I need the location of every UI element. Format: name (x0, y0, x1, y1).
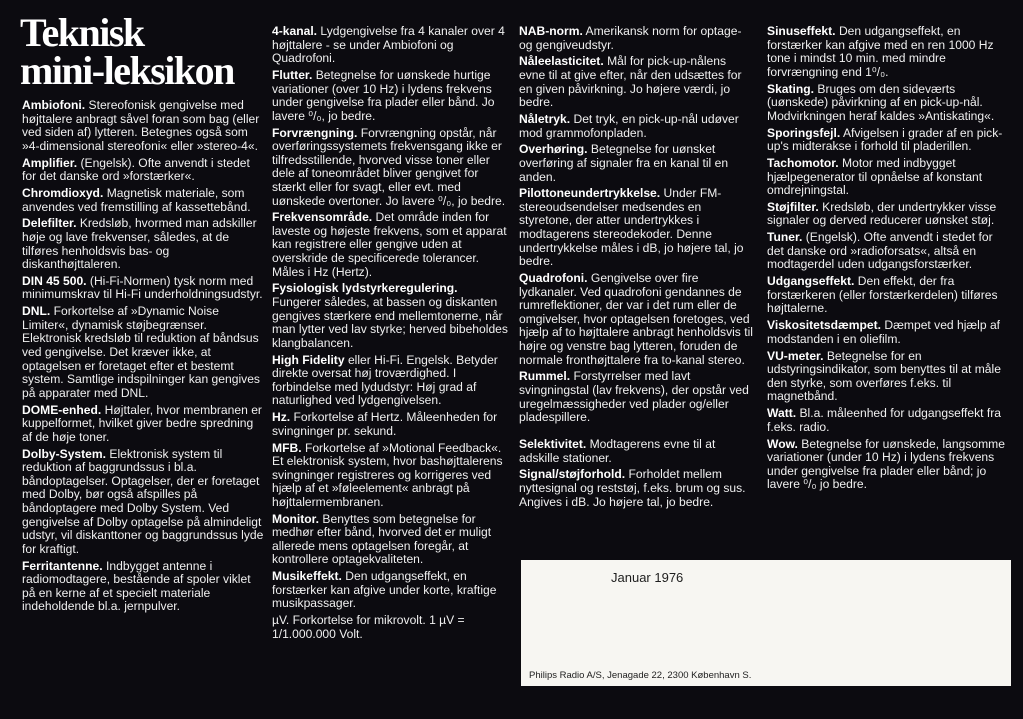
glossary-definition: Lydgengivelse fra 4 kanaler over 4 højttalere - se under Ambiofoni og Quadrofoni. (272, 24, 505, 66)
glossary-definition: Forvrængning opstår, når overføringssystemets frekvensgang ikke er tilfredsstillende, hvorved visse toner eller dele af toneområdet bliver gengivet for stærkt eller for svagt, eller evt. med uønskede overtoner. Jo lavere ⁰/₀, jo bedre. (272, 125, 506, 208)
glossary-entry (22, 99, 266, 153)
glossary-definition: Forkortelse af »Motional Feedback«. Et elektronisk system, hvor bashøjttalerens svingninger registreres og korrigeres ved hjælp af et »føleelement« anbragt på højttalermembranen. (272, 440, 503, 509)
glossary-definition: Indbygget antenne i radiomodtagere, bestående af spoler viklet på en kerne af et specielt materiale indeholdende bl.a. jernpulver. (22, 558, 251, 614)
glossary-term: Sporingsfejl. (767, 125, 841, 140)
glossary-term: Frekvensområde. (272, 210, 373, 225)
glossary-term: High Fidelity (272, 352, 345, 367)
glossary-entry (519, 438, 755, 465)
glossary-term: Nåletryk. (519, 111, 571, 126)
glossary-definition: µV. Forkortelse for mikrovolt. 1 µV = 1/1.000.000 Volt. (272, 613, 465, 641)
glossary-term: DNL. (22, 304, 51, 319)
glossary-definition: Den effekt, der fra forstærkeren (eller forstærkerdelen) tilføres højttalerne. (767, 274, 998, 316)
glossary-entry (767, 201, 1009, 228)
glossary-term: Ferritantenne. (22, 558, 103, 573)
glossary-definition: Betegnelse for uønskede, langsomme variationer (under 10 Hz) i lydens frekvens under gengivelse fra plader eller bånd; jo lavere ⁰/₀ jo bedre. (767, 436, 1005, 492)
glossary-term: Pilottoneundertrykkelse. (519, 186, 661, 201)
glossary-definition: Benyttes som betegnelse for medhør efter bånd, hvorved det er muligt allerede mens optagelsen foregår, at kontrollere optagekvaliteten. (272, 511, 492, 567)
glossary-definition: Forkortelse af »Dynamic Noise Limiter«, dynamisk støjbegrænser. Elektronisk kredsløb til reduktion af båndsus ved gengivelse. Det kræver ikke, at optagelsen er foretaget efter et bestemt system. Samtlige indspilninger kan gengives på apparater med DNL. (22, 304, 260, 400)
glossary-entry (272, 127, 508, 209)
glossary-entry (272, 411, 508, 438)
glossary-term: Forvrængning. (272, 125, 358, 140)
glossary-term: Amplifier. (22, 155, 78, 170)
glossary-term: Tuner. (767, 230, 803, 245)
glossary-definition: Mål for pick-up-nålens evne til at give efter, når den udsættes for en given påvirkning. Jo højere værdi, jo bedre. (519, 54, 742, 110)
glossary-term: DOME-enhed. (22, 402, 102, 417)
glossary-entry (519, 468, 755, 509)
glossary-entry (272, 614, 508, 641)
glossary-term: Sinuseffekt. (767, 24, 836, 38)
glossary-entry (767, 25, 1009, 79)
glossary-definition: Under FM-stereoudsendelser medsendes en styretone, der atter undertrykkes i modtagerens stereodekoder. Denne undertrykkelse måles i dB, jo højere tal, jo bedre. (519, 186, 744, 269)
glossary-entry (519, 143, 755, 184)
glossary-column-2 (272, 25, 508, 645)
glossary-entry (519, 55, 755, 109)
glossary-entry (272, 513, 508, 567)
glossary-term: Tachomotor. (767, 155, 839, 170)
glossary-definition: Den udgangseffekt, en forstærker kan afgive under korte, kraftige musikpassager. (272, 569, 497, 611)
glossary-term: Hz. (272, 410, 291, 425)
glossary-term: Delefilter. (22, 216, 77, 231)
glossary-definition: Forkortelse af Hertz. Måleenheden for svingninger pr. sekund. (272, 410, 498, 438)
glossary-definition: Motor med indbygget hjælpegenerator til opnåelse af konstant omdrejningstal. (767, 155, 983, 198)
glossary-entry (767, 319, 1009, 346)
glossary-entry (519, 187, 755, 269)
glossary-term: Udgangseffekt. (767, 274, 855, 289)
glossary-definition: Dæmpet ved hjælp af modstanden i en oliefilm. (767, 318, 1001, 346)
glossary-definition: Magnetisk materiale, som anvendes ved fremstilling af kassettebånd. (22, 185, 251, 214)
glossary-definition: eller Hi-Fi. Engelsk. Betyder direkte oversat høj troværdighed. I forbindelse med lydudstyr: Høj grad af naturlighed ved lydgengivelsen. (272, 352, 498, 408)
glossary-term: Selektivitet. (519, 436, 587, 451)
glossary-definition: Bruges om den sideværts (uønskede) påvirkning af en pick-up-nål. Modvirkningen heraf kaldes »Antiskating«. (767, 81, 995, 123)
glossary-term: Signal/støjforhold. (519, 467, 626, 482)
title-line-1: Teknisk (20, 10, 144, 55)
glossary-entry (22, 448, 266, 557)
glossary-entry (767, 127, 1009, 154)
glossary-entry (767, 157, 1009, 198)
glossary-term: Musikeffekt. (272, 569, 342, 584)
glossary-definition: Modtagerens evne til at adskille stationer. (519, 436, 716, 465)
glossary-entry (767, 231, 1009, 272)
glossary-term: Chromdioxyd. (22, 185, 104, 200)
glossary-column-1 (22, 99, 266, 617)
glossary-term: Dolby-System. (22, 446, 107, 461)
glossary-term: VU-meter. (767, 348, 824, 363)
glossary-entry (272, 354, 508, 408)
glossary-definition: Det tryk, en pick-up-nål udøver mod grammofonpladen. (519, 111, 739, 140)
glossary-definition: Den udgangseffekt, en forstærker kan afgive med en ren 1000 Hz tone i mindst 10 min. med mindre forvrængning end 1⁰/₀. (767, 24, 994, 79)
glossary-entry (767, 407, 1009, 434)
glossary-term: MFB. (272, 440, 302, 455)
glossary-entry (767, 438, 1009, 492)
glossary-definition: Elektronisk system til reduktion af baggrundssus i bl.a. båndoptagelser. Optagelser, der er foretaget med Dolby, bør også afspilles på båndoptagere med Dolby System. Ved gengivelse af Dolby optagelse på almindeligt udstyr, vil diskanttoner og baggrundssus lyde for kraftigt. (22, 446, 264, 556)
glossary-term: NAB-norm. (519, 24, 583, 38)
glossary-term: Ambiofoni. (22, 98, 86, 112)
glossary-term: Quadrofoni. (519, 271, 588, 286)
glossary-entry (22, 275, 266, 302)
glossary-definition: Fungerer således, at bassen og diskanten gengives stærkere end mellemtonerne, når man lytter ved lav styrke; herved bibeholdes klangbalancen. (272, 295, 508, 350)
glossary-entry (22, 305, 266, 400)
glossary-definition: (Engelsk). Ofte anvendt i stedet for det danske ord »forstærker«. (22, 155, 250, 184)
glossary-definition: (Hi-Fi-Normen) tysk norm med minimumskrav til Hi-Fi underholdningsudstyr. (22, 273, 263, 302)
glossary-definition: Kredsløb, hvormed man adskiller høje og lave frekvenser, således, at de tilføres henholdsvis bas- og diskanthøjttaleren. (22, 216, 257, 272)
glossary-term: Skating. (767, 81, 815, 96)
footer-address: Philips Radio A/S, Jenagade 22, 2300 København S. (529, 670, 752, 681)
glossary-definition: (Engelsk). Ofte anvendt i stedet for det danske ord »radioforsats«, altså en modtagerdel uden udgangsforstærker. (767, 230, 993, 272)
glossary-entry (272, 442, 508, 510)
glossary-entry (22, 217, 266, 271)
glossary-definition: Afvigelsen i grader af en pick-up's midterakse i forhold til pladerillen. (767, 125, 1003, 154)
glossary-term: Støjfilter. (767, 199, 819, 214)
glossary-definition: Betegnelse for uønskede hurtige variationer (over 10 Hz) i lydens frekvens under gengivelse fra plader eller bånd. Jo lavere ⁰/₀, jo bedre. (272, 67, 495, 123)
glossary-term: DIN 45 500. (22, 273, 87, 288)
footer-panel (521, 560, 1011, 686)
glossary-term: Fysiologisk lydstyrkeregulering. (272, 281, 458, 296)
glossary-entry (272, 570, 508, 611)
glossary-definition: Højttaler, hvor membranen er kuppelformet, hvilket giver bedre spredning af de høje toner. (22, 402, 262, 444)
glossary-entry (22, 404, 266, 445)
glossary-entry (519, 25, 755, 52)
glossary-entry (272, 211, 508, 279)
glossary-entry (767, 275, 1009, 316)
glossary-entry (519, 113, 755, 140)
glossary-definition: Forholdet mellem nyttesignal og reststøj, f.eks. brum og sus. Angives i dB. Jo højere tal, jo bedre. (519, 467, 746, 509)
glossary-entry (272, 25, 508, 66)
glossary-term: Rummel. (519, 369, 571, 384)
glossary-entry (767, 83, 1009, 124)
glossary-definition: Bl.a. måleenhed for udgangseffekt fra f.eks. radio. (767, 406, 1001, 434)
glossary-term: Viskositetsdæmpet. (767, 318, 882, 333)
glossary-entry (22, 157, 266, 184)
title-line-2: mini-leksikon (20, 48, 234, 93)
page-title (20, 10, 260, 93)
glossary-entry (22, 560, 266, 614)
glossary-term: Flutter. (272, 67, 313, 82)
glossary-definition: Gengivelse over fire lydkanaler. Ved quadrofoni gendannes de rumreflektioner, der var i det rum eller de omgivelser, hvor optagelsen foretoges, ved hjælp af to højttalere anbragt henholdsvis til højre og venstre bag lytteren, foruden de normale fronthøjttalere fra to-kanal stereo. (519, 271, 753, 367)
footer-date: Januar 1976 (611, 570, 684, 585)
glossary-entry (519, 272, 755, 367)
glossary-entry (519, 370, 755, 424)
glossary-definition: Amerikansk norm for optage- og gengiveudstyr. (519, 24, 742, 52)
glossary-entry (22, 187, 266, 214)
glossary-term: Overhøring. (519, 142, 588, 157)
glossary-term: 4-kanal. (272, 24, 318, 38)
glossary-term: Monitor. (272, 511, 320, 526)
glossary-column-3 (519, 25, 755, 512)
glossary-definition: Forstyrrelser med lavt svingningstal (lav frekvens), der opstår ved uregelmæssigheder ved plader og/eller pladespillere. (519, 369, 749, 425)
glossary-term: Wow. (767, 436, 798, 451)
glossary-entry (272, 282, 508, 350)
glossary-definition: Betegnelse for en udstyringsindikator, som benyttes til at måle den styrke, som overføres f.eks. til magnetbånd. (767, 348, 1001, 404)
glossary-definition: Det område inden for laveste og højeste frekvens, som et apparat kan registrere eller gengive uden at overskride de specificerede tolerancer. Måles i Hz (Hertz). (272, 210, 507, 279)
glossary-entry (272, 69, 508, 123)
glossary-entry (767, 350, 1009, 404)
glossary-definition: Kredsløb, der undertrykker visse signaler og derved reducerer uønsket støj. (767, 199, 997, 228)
glossary-term: Nåleelasticitet. (519, 54, 604, 69)
glossary-term: Watt. (767, 406, 797, 421)
glossary-definition: Stereofonisk gengivelse med højttalere anbragt såvel foran som bag (eller ved siden af) lytteren. Betegnes også som »4-dimensional stereofoni« eller »stereo-4«. (22, 98, 260, 153)
glossary-definition: Betegnelse for uønsket overføring af signaler fra en kanal til en anden. (519, 142, 729, 184)
glossary-column-4 (767, 25, 1009, 495)
